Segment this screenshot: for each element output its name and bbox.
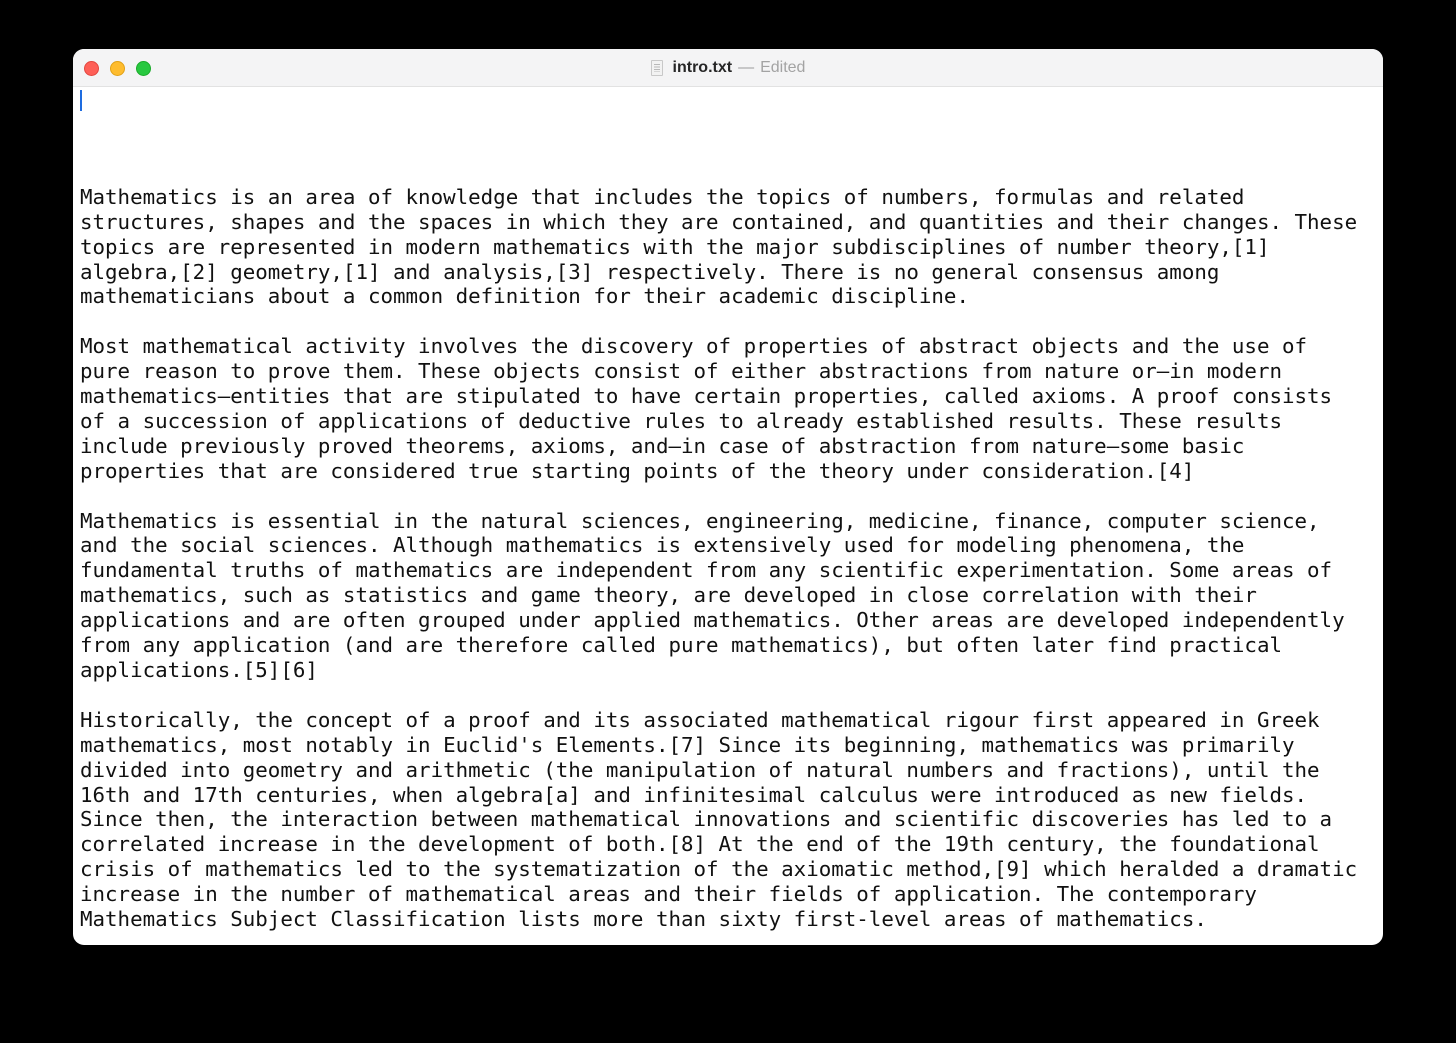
text-line: correlated increase in the development of both.[8] At the end of the 19th century, the foundational xyxy=(80,832,1320,857)
text-line: Mathematics is an area of knowledge that includes the topics of numbers, formulas and related xyxy=(80,184,1245,209)
text-line: algebra,[2] geometry,[1] and analysis,[3] respectively. There is no general consensus among xyxy=(80,259,1220,284)
text-line: from any application (and are therefore called pure mathematics), but often later find practical xyxy=(80,633,1282,658)
text-line: divided into geometry and arithmetic (the manipulation of natural numbers and fractions), until the xyxy=(80,757,1320,782)
text-line: topics are represented in modern mathematics with the major subdisciplines of number theory,[1] xyxy=(80,234,1270,259)
text-line: crisis of mathematics led to the systematization of the axiomatic method,[9] which heralded a dramatic xyxy=(80,857,1358,882)
paragraph-1 xyxy=(80,185,1357,310)
text-line: of a succession of applications of deductive rules to already established results. These results xyxy=(80,408,1282,433)
text-line: Since then, the interaction between mathematical innovations and scientific discoveries has led to a xyxy=(80,807,1333,832)
text-line: mathematics—entities that are stipulated to have certain properties, called axioms. A proof consists xyxy=(80,384,1333,409)
text-cursor xyxy=(80,90,82,111)
text-line: fundamental truths of mathematics are independent from any scientific experimentation. Some areas of xyxy=(80,558,1333,583)
text-line: and the social sciences. Although mathematics is extensively used for modeling phenomena, the xyxy=(80,533,1245,558)
text-line: mathematics, such as statistics and game theory, are developed in close correlation with their xyxy=(80,583,1257,608)
paragraph-4 xyxy=(80,708,1357,932)
document-text[interactable] xyxy=(80,135,1357,945)
text-line: mathematics, most notably in Euclid's Elements.[7] Since its beginning, mathematics was primarily xyxy=(80,732,1295,757)
document-icon[interactable] xyxy=(651,60,663,76)
text-line: Historically, the concept of a proof and its associated mathematical rigour first appeared in Greek xyxy=(80,707,1320,732)
text-line: increase in the number of mathematical areas and their fields of application. The contemporary xyxy=(80,882,1257,907)
window-title xyxy=(73,49,1383,86)
text-editor-window xyxy=(73,49,1383,945)
title-separator: — xyxy=(738,58,755,76)
text-line: pure reason to prove them. These objects consist of either abstractions from nature or—in modern xyxy=(80,359,1282,384)
text-line: include previously proved theorems, axioms, and—in case of abstraction from nature—some basic xyxy=(80,433,1245,458)
text-editor-area[interactable] xyxy=(73,87,1383,945)
text-line: structures, shapes and the spaces in which they are contained, and quantities and their changes. These xyxy=(80,209,1358,234)
paragraph-3 xyxy=(80,509,1357,683)
text-line: applications and are often grouped under applied mathematics. Other areas are developed independently xyxy=(80,608,1345,633)
text-line: Mathematics Subject Classification lists more than sixty first-level areas of mathematics. xyxy=(80,907,1207,932)
document-filename[interactable]: intro.txt xyxy=(672,58,733,76)
title-bar[interactable] xyxy=(73,49,1383,87)
paragraph-2 xyxy=(80,334,1357,483)
document-status[interactable]: Edited xyxy=(760,58,806,76)
text-line: mathematicians about a common definition for their academic discipline. xyxy=(80,284,969,309)
text-line: Most mathematical activity involves the discovery of properties of abstract objects and the use of xyxy=(80,334,1308,359)
text-line: Mathematics is essential in the natural sciences, engineering, medicine, finance, computer science, xyxy=(80,508,1320,533)
text-line: 16th and 17th centuries, when algebra[a] and infinitesimal calculus were introduced as new fields. xyxy=(80,782,1308,807)
text-line: properties that are considered true starting points of the theory under consideration.[4] xyxy=(80,458,1195,483)
text-line: applications.[5][6] xyxy=(80,658,318,682)
